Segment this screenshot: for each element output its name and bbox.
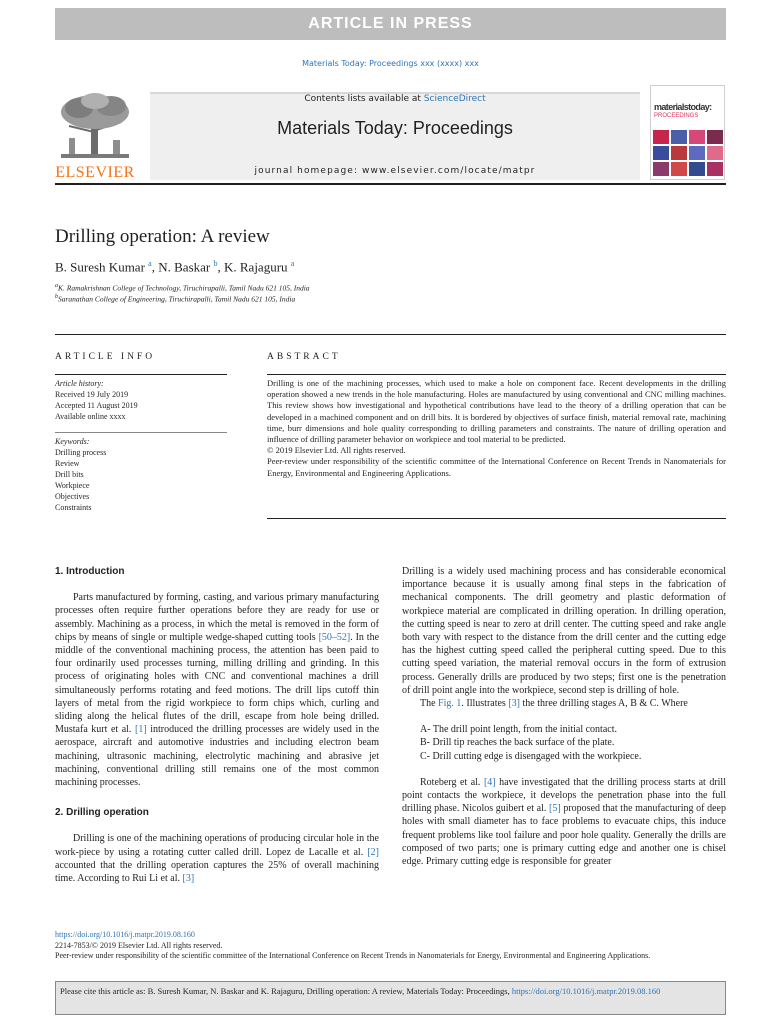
author-name[interactable]: K. Rajaguru xyxy=(223,259,288,275)
text-run: have investigated that the drilling process starts at drill point contacts the workpiece, it develops the penetration phase into the full drilling phase. Nicolos guibert et al. xyxy=(402,776,726,815)
figure-link[interactable]: Fig. 1 xyxy=(438,698,462,710)
keyword: Drill bits xyxy=(55,470,84,479)
citation-link[interactable]: [2] xyxy=(367,846,379,858)
article-info-heading: ARTICLE INFO xyxy=(55,352,156,362)
paragraph xyxy=(402,697,726,710)
cover-tile xyxy=(707,130,723,144)
citation-link[interactable]: [3] xyxy=(508,698,520,710)
journal-cover-thumbnail xyxy=(650,85,725,180)
list-item: C- Drill cutting edge is disengaged with the workpiece. xyxy=(420,750,642,762)
text-run: The xyxy=(420,698,439,710)
journal-homepage[interactable]: journal homepage: www.elsevier.com/locate/matpr xyxy=(254,166,536,176)
article-title: Drilling operation: A review xyxy=(55,226,270,247)
affiliation-a xyxy=(55,283,310,293)
cover-subtitle: PROCEEDINGS xyxy=(654,113,699,119)
citation-link[interactable]: [3] xyxy=(182,873,195,885)
citation-link[interactable]: [5] xyxy=(549,803,561,815)
citation-box xyxy=(55,981,726,1015)
keyword: Objectives xyxy=(55,492,90,501)
author-list xyxy=(55,259,294,275)
cover-tile xyxy=(653,162,669,176)
history-label: Article history: xyxy=(55,379,104,388)
article-info-rule xyxy=(55,374,227,375)
cite-doi-link[interactable]: https://doi.org/10.1016/j.matpr.2019.08.160 xyxy=(511,986,661,996)
abstract-copyright: © 2019 Elsevier Ltd. All rights reserved. xyxy=(267,445,406,456)
text-run: the three drilling stages A, B & C. Where xyxy=(520,698,688,710)
history-received: Received 19 July 2019 xyxy=(55,390,129,399)
text-run: . In the middle of the conventional machining process, the attention has been paid to four ordinarily used processes turning, milling drilling and grinding. In this process of originating holes with CNC and conventional machines a drill simultaneously performs rotating and feed motions. The drill lips cutoff thin layers of metal from the rigid workpiece to form chips which, curling and sliding along the helical flutes of the drill, escape from hole being drilled. Mustafa kurt et al. xyxy=(55,631,380,736)
author-name[interactable]: N. Baskar xyxy=(158,259,211,275)
cover-tile xyxy=(689,146,705,160)
list-item: A- The drill point length, from the initial contact. xyxy=(420,724,617,736)
stage-list xyxy=(402,723,726,763)
cite-text: Please cite this article as: B. Suresh Kumar, N. Baskar and K. Rajaguru, Drilling operation: A review, Materials Today: Proceedings, xyxy=(60,986,512,996)
elsevier-wordmark: ELSEVIER xyxy=(55,164,135,181)
section-heading: 2. Drilling operation xyxy=(55,807,149,819)
contents-line xyxy=(150,94,640,104)
journal-reference-link[interactable]: Materials Today: Proceedings xxx (xxxx) xxx xyxy=(302,59,479,68)
cover-tile xyxy=(671,162,687,176)
keyword: Constraints xyxy=(55,503,92,512)
abstract-bottom-rule xyxy=(267,518,726,519)
cover-tile xyxy=(653,146,669,160)
text-run: introduced the drilling processes are widely used in the aerospace, aircraft and automotive industries and including electron beam machining, ultrasonic machining, electrolytic machining and abrasive jet machining, conventional drilling still remains one of the most common machining processes. xyxy=(55,724,380,789)
abstract-rule xyxy=(267,374,726,375)
affiliation-text: K. Ramakrishnan College of Technology, Tiruchirapalli, Tamil Nadu 621 105, India xyxy=(58,283,310,293)
author-separator: , xyxy=(217,259,224,275)
body-left-column xyxy=(55,565,379,885)
sciencedirect-link[interactable]: ScienceDirect xyxy=(423,94,486,104)
keywords-label: Keywords: xyxy=(55,437,90,446)
abstract-heading: ABSTRACT xyxy=(267,352,341,362)
footer-notes xyxy=(55,930,726,962)
abstract-block xyxy=(267,378,726,479)
text-run: Parts manufactured by forming, casting, and various primary manufacturing processes often require further operations before they are ready for use or assembly. Machining as a process, in which the metal is removed in the form of chips by means of single or multiple wedge-shaped cutting tools xyxy=(55,592,379,643)
paragraph xyxy=(55,591,379,789)
author-separator: , xyxy=(151,259,159,275)
list-item: B- Drill tip reaches the back surface of the plate. xyxy=(420,737,615,749)
paragraph xyxy=(55,832,379,885)
affiliation-mark: b xyxy=(55,294,58,300)
cover-title: materialstoday: xyxy=(654,102,712,112)
footer-peer-review: Peer-review under responsibility of the scientific committee of the International Conference on Recent Trends in Nanomaterials for Energy, Environmental and Engineering Applications. xyxy=(55,951,651,961)
text-run: Roteberg et al. xyxy=(420,776,484,788)
abstract-peer-review: Peer-review under responsibility of the scientific committee of the International Conference on Recent Trends in Nanomaterials for Energy, Environmental and Engineering Applications. xyxy=(267,456,726,478)
cover-tile xyxy=(707,146,723,160)
article-in-press-banner: ARTICLE IN PRESS xyxy=(55,8,726,40)
author-affiliation-mark[interactable]: a xyxy=(290,259,295,268)
text-run: accounted that the drilling operation captures the 25% of overall machining time. According to Rui Li et al. xyxy=(55,859,379,885)
info-rule xyxy=(55,334,726,335)
header-rule xyxy=(55,183,726,185)
keywords-list xyxy=(55,436,227,513)
citation-link[interactable]: [1] xyxy=(134,724,147,736)
author-name[interactable]: B. Suresh Kumar xyxy=(55,259,145,275)
text-run: proposed that the manufacturing of deep holes with small diameter has to face problems to evacuate chips, this induce frequent problems like tool failure and poor hole quality. Generally the drills are composed of two parts; one is primary cutting edge and another one is chisel edge. Primary cutting edge is responsible for greater xyxy=(402,803,726,868)
doi-link[interactable]: https://doi.org/10.1016/j.matpr.2019.08.160 xyxy=(55,930,195,939)
cover-tile xyxy=(689,162,705,176)
affiliation-text: Saranathan College of Engineering, Tiruchirapalli, Tamil Nadu 621 105, India xyxy=(58,294,296,304)
article-history xyxy=(55,378,227,422)
journal-title: Materials Today: Proceedings xyxy=(277,118,513,138)
cover-tile xyxy=(671,146,687,160)
affiliation-b xyxy=(55,294,295,304)
citation-link[interactable]: [50–52] xyxy=(318,631,351,643)
cover-tile xyxy=(689,130,705,144)
abstract-body: Drilling is one of the machining processes, which used to make a hole on component face. Recent developments in the drilling operation showed a new trends in the hole manufacturing. Holes are manufactured by using conventional and CNC milling machines. This review shows how investigational and hypothetical contributions have lead to the theory of a drilling operation that can be developed in a machined component and on drill bits. It is bordered by objectives of surface finish, material removal rate, machining time, burr dimensions and hole quality corresponding to drilling parameters and constraints. The nature of drilling operation and influence of drilling parameter behavior on workpiece and tool material to be predicted. xyxy=(267,378,726,445)
issn-line: 2214-7853/© 2019 Elsevier Ltd. All rights reserved. xyxy=(55,940,223,950)
keyword: Drilling process xyxy=(55,448,107,457)
body-right-column xyxy=(402,565,726,868)
keywords-rule xyxy=(55,432,227,433)
affiliation-mark: a xyxy=(55,283,58,289)
keyword: Workpiece xyxy=(55,481,90,490)
author-affiliation-mark[interactable]: a xyxy=(148,259,152,268)
citation-link[interactable]: [4] xyxy=(483,776,496,788)
elsevier-tree-icon xyxy=(55,92,135,164)
history-accepted: Accepted 11 August 2019 xyxy=(55,401,138,410)
text-run: Drilling is one of the machining operations of producing circular hole in the work-piece by using a rotating cutter called drill. Lopez de Lacalle et al. xyxy=(55,833,379,858)
text-run: . Illustrates xyxy=(461,698,509,710)
paragraph xyxy=(402,776,726,868)
author-affiliation-mark[interactable]: b xyxy=(213,259,218,268)
keyword: Review xyxy=(55,459,80,468)
section-heading: 1. Introduction xyxy=(55,566,125,577)
cover-tile xyxy=(653,130,669,144)
history-online: Available online xxxx xyxy=(55,412,126,421)
paragraph: Drilling is a widely used machining process and has considerable economical importance because it is usually among final steps in the fabrication of mechanical components. The drill geometry and plastic deformation of workpiece material are complicated in drilling operation. In drilling operation, the cutting speed is near to zero at drill center. The cutting speed and rake angle both vary with respect to the distance from the drill center and the cutting edge has the highest cutting speed called the peripheral cutting speed. Due to this cutting speed variation, the material removal occurs in the form of extrusion process. Generally drills are produced by two steps; first one is the penetration of drill point angle into the workpiece, second step is drilling of hole. xyxy=(402,566,726,696)
contents-prefix: Contents lists available at xyxy=(304,94,424,104)
cover-tile xyxy=(707,162,723,176)
cover-tile xyxy=(671,130,687,144)
